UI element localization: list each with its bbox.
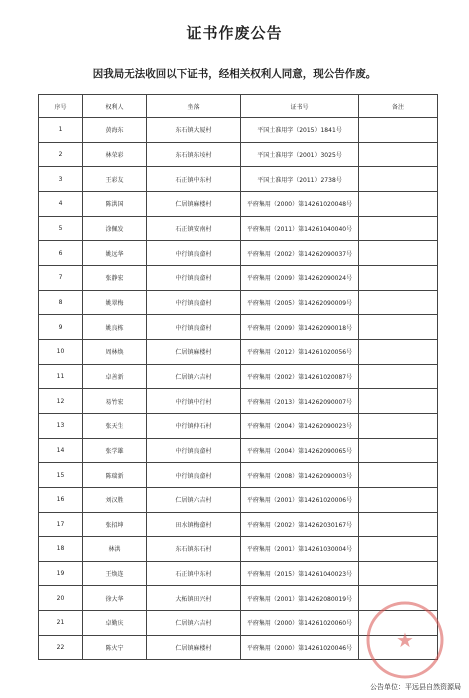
- cell-note: [359, 265, 438, 290]
- cell-owner: 涂佩发: [83, 216, 147, 241]
- cell-cert-no: 平府集用（2005）第14262090009号: [241, 290, 359, 315]
- cell-location: 仁居镇六吉村: [147, 487, 241, 512]
- cell-cert-no: 平府集用（2012）第14261020056号: [241, 339, 359, 364]
- cell-note: [359, 364, 438, 389]
- cell-cert-no: 平府集用（2002）第14262030167号: [241, 512, 359, 537]
- cell-location: 中行镇良畲村: [147, 290, 241, 315]
- cell-cert-no: 平府集用（2001）第14262080019号: [241, 586, 359, 611]
- cell-note: [359, 487, 438, 512]
- notice-title: 证书作废公告: [186, 24, 283, 42]
- cell-note: [359, 512, 438, 537]
- cell-owner: 陈瑞新: [83, 463, 147, 488]
- cell-owner: 林洪: [83, 537, 147, 562]
- cell-cert-no: 平府集用（2002）第14262090037号: [241, 241, 359, 266]
- cell-location: 仁居镇麻楼村: [147, 339, 241, 364]
- cell-serial: 8: [39, 290, 83, 315]
- cell-location: 东石镇东石村: [147, 537, 241, 562]
- notice-subtitle: 因我局无法收回以下证书，经相关权利人同意，现公告作废。: [92, 68, 377, 80]
- cell-owner: 黄海东: [83, 118, 147, 143]
- cell-serial: 7: [39, 265, 83, 290]
- table-row: [39, 487, 438, 512]
- cell-owner: 卓善新: [83, 364, 147, 389]
- cell-cert-no: 平府集用（2001）第14261030004号: [241, 537, 359, 562]
- cell-location: 中行镇仲石村: [147, 413, 241, 438]
- table-row: [39, 315, 438, 340]
- cell-location: 中行镇良畲村: [147, 463, 241, 488]
- cell-cert-no: 平府集用（2015）第14261040023号: [241, 561, 359, 586]
- table-row: [39, 265, 438, 290]
- cell-note: [359, 216, 438, 241]
- cell-location: 仁居镇麻楼村: [147, 635, 241, 660]
- cell-note: [359, 438, 438, 463]
- cell-owner: 姚远华: [83, 241, 147, 266]
- cell-cert-no: 平府集用（2000）第14261020046号: [241, 635, 359, 660]
- cell-serial: 5: [39, 216, 83, 241]
- cell-location: 东石镇大厦村: [147, 118, 241, 143]
- cell-owner: 王焕连: [83, 561, 147, 586]
- cell-serial: 11: [39, 364, 83, 389]
- header-note: 备注: [359, 95, 438, 118]
- cell-serial: 15: [39, 463, 83, 488]
- cell-serial: 22: [39, 635, 83, 660]
- cell-cert-no: 平府集用（2011）第14261040040号: [241, 216, 359, 241]
- cell-location: 中行镇良畲村: [147, 265, 241, 290]
- cell-note: [359, 167, 438, 192]
- cell-owner: 张天生: [83, 413, 147, 438]
- cell-serial: 21: [39, 611, 83, 636]
- table-row: [39, 118, 438, 143]
- cell-cert-no: 平府集用（2008）第14262090003号: [241, 463, 359, 488]
- table-row: [39, 537, 438, 562]
- cell-serial: 12: [39, 389, 83, 414]
- header-location: 坐落: [147, 95, 241, 118]
- table-row: [39, 561, 438, 586]
- table-row: [39, 216, 438, 241]
- cell-serial: 20: [39, 586, 83, 611]
- publisher-footer: 公告单位：平远县自然资源局: [370, 683, 461, 691]
- cell-note: [359, 142, 438, 167]
- cell-cert-no: 平府集用（2004）第14262090023号: [241, 413, 359, 438]
- cell-cert-no: 平府集用（2002）第14261020087号: [241, 364, 359, 389]
- cell-note: [359, 118, 438, 143]
- cell-location: 田水镇梅畲村: [147, 512, 241, 537]
- cell-serial: 2: [39, 142, 83, 167]
- cell-note: [359, 191, 438, 216]
- cell-cert-no: 平国土准用字（2015）1841号: [241, 118, 359, 143]
- seal-star-icon: ★: [396, 628, 414, 652]
- table-row: [39, 167, 438, 192]
- header-serial: 序号: [39, 95, 83, 118]
- cell-cert-no: 平国土准用字（2011）2738号: [241, 167, 359, 192]
- cell-serial: 19: [39, 561, 83, 586]
- cell-location: 石正镇中东村: [147, 167, 241, 192]
- cell-location: 石正镇安南村: [147, 216, 241, 241]
- cell-serial: 9: [39, 315, 83, 340]
- certificate-table: [38, 94, 438, 660]
- table-row: [39, 413, 438, 438]
- cell-owner: 王彩友: [83, 167, 147, 192]
- cell-note: [359, 389, 438, 414]
- table-row: [39, 241, 438, 266]
- cell-owner: 周林焕: [83, 339, 147, 364]
- cell-owner: 陈火宁: [83, 635, 147, 660]
- cell-serial: 17: [39, 512, 83, 537]
- cell-note: [359, 537, 438, 562]
- table-row: [39, 463, 438, 488]
- cell-serial: 6: [39, 241, 83, 266]
- cell-serial: 18: [39, 537, 83, 562]
- cell-cert-no: 平府集用（2009）第14262090018号: [241, 315, 359, 340]
- cell-location: 石正镇中东村: [147, 561, 241, 586]
- table-row: [39, 438, 438, 463]
- cell-owner: 易竹宏: [83, 389, 147, 414]
- cell-location: 仁居镇六吉村: [147, 611, 241, 636]
- cell-cert-no: 平府集用（2009）第14262090024号: [241, 265, 359, 290]
- header-owner: 权利人: [83, 95, 147, 118]
- cell-note: [359, 339, 438, 364]
- official-seal: [365, 600, 445, 680]
- table-row: [39, 389, 438, 414]
- cell-location: 中行镇良畲村: [147, 438, 241, 463]
- cell-note: [359, 413, 438, 438]
- cell-note: [359, 561, 438, 586]
- cell-serial: 1: [39, 118, 83, 143]
- cell-location: 中行镇中行村: [147, 389, 241, 414]
- cell-location: 仁居镇麻楼村: [147, 191, 241, 216]
- cell-location: 东石镇东垵村: [147, 142, 241, 167]
- cell-note: [359, 463, 438, 488]
- header-cert-no: 证书号: [241, 95, 359, 118]
- cell-note: [359, 315, 438, 340]
- cell-location: 中行镇良畲村: [147, 315, 241, 340]
- cell-owner: 张静宏: [83, 265, 147, 290]
- table-row: [39, 191, 438, 216]
- cell-owner: 姚翠梅: [83, 290, 147, 315]
- cell-serial: 10: [39, 339, 83, 364]
- cell-cert-no: 平府集用（2013）第14262090007号: [241, 389, 359, 414]
- cell-serial: 14: [39, 438, 83, 463]
- cell-owner: 张学雄: [83, 438, 147, 463]
- cell-serial: 3: [39, 167, 83, 192]
- cell-cert-no: 平府集用（2000）第14261020048号: [241, 191, 359, 216]
- cell-owner: 林荣彩: [83, 142, 147, 167]
- cell-location: 大柘镇田兴村: [147, 586, 241, 611]
- table-row: [39, 512, 438, 537]
- table-row: [39, 339, 438, 364]
- cell-cert-no: 平国土准用字（2001）3025号: [241, 142, 359, 167]
- cell-cert-no: 平府集用（2001）第14261020006号: [241, 487, 359, 512]
- cell-owner: 陈洪国: [83, 191, 147, 216]
- cell-note: [359, 290, 438, 315]
- cell-location: 中行镇良畲村: [147, 241, 241, 266]
- cell-note: [359, 241, 438, 266]
- cell-owner: 卓勤庆: [83, 611, 147, 636]
- cell-owner: 张招坤: [83, 512, 147, 537]
- cell-serial: 16: [39, 487, 83, 512]
- cell-location: 仁居镇六吉村: [147, 364, 241, 389]
- cell-owner: 姚良栋: [83, 315, 147, 340]
- cell-owner: 刘汉胜: [83, 487, 147, 512]
- table-row: [39, 364, 438, 389]
- cell-serial: 13: [39, 413, 83, 438]
- table-row: [39, 142, 438, 167]
- cell-owner: 徐大华: [83, 586, 147, 611]
- cell-cert-no: 平府集用（2000）第14261020060号: [241, 611, 359, 636]
- table-header-row: [39, 95, 438, 118]
- table-row: [39, 290, 438, 315]
- cell-serial: 4: [39, 191, 83, 216]
- cell-cert-no: 平府集用（2004）第14262090065号: [241, 438, 359, 463]
